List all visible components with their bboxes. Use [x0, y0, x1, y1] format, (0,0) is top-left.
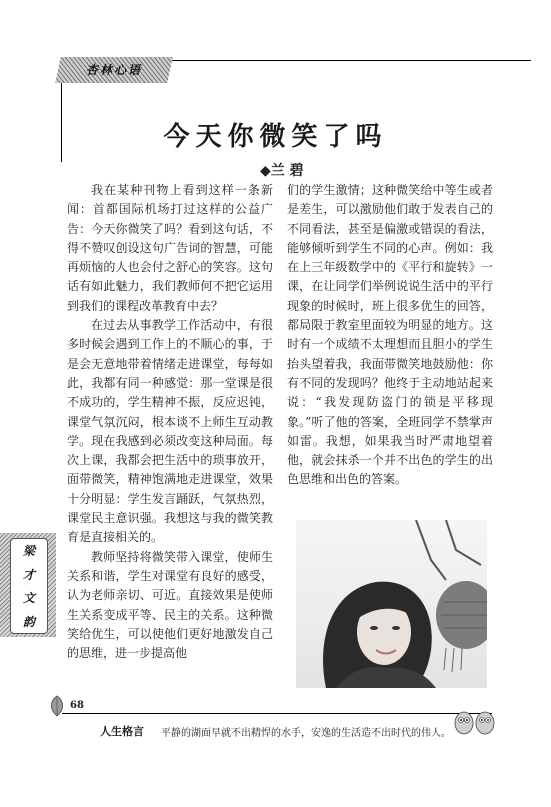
motto-label: 人生格言	[100, 725, 144, 738]
portrait-photo	[296, 520, 487, 688]
footer-rule	[62, 713, 492, 714]
article-title: 今天你微笑了吗	[163, 122, 388, 152]
side-badge-box	[10, 538, 48, 634]
paragraph: 我在某种刊物上看到这样一条新闻：首都国际机场打过这样的公益广告：今天你微笑了吗？看到这句话，不得不赞叹创设这句广告词的智慧，可能再烦恼的人也会付之舒心的笑容。这句话有如此魅力，我们教师何不把它运用到我们的课程改革教育中去？	[67, 183, 273, 313]
side-badge-char: 文	[22, 591, 35, 606]
motto-text: 平静的湖面早就不出精悍的水手，安逸的生活造不出时代的伟人。	[161, 728, 451, 739]
paragraph: 们的学生激情；这种微笑给中等生或者是差生，可以激励他们敢于发表自己的不同看法，甚至是偏激或错误的看法，能够倾听到学生不同的心声。例如：我在上三年级数学中的《平行和旋转》一课，在让同学们举例说说生活中的平行现象的时候时，班上很多优生的回答，都局限于教室里面较为明显的地方。这时有一个成绩不太理想而且胆小的学生抬头望着我，我面带微笑地鼓励他：你有不同的发现吗？他终于主动地站起来说：“我发现防盗门的锁是平移现象。”听了他的答案，全班同学不禁掌声如雷。我想，如果我当时严肃地望着他，就会抹杀一个并不出色的学生的出色思维和出色的答案。	[287, 183, 493, 487]
portrait-illustration	[296, 520, 487, 688]
paragraph: 教师坚持将微笑带入课堂，使师生关系和谐，学生对课堂有良好的感受，认为老师亲切、可近。直接效果是使师生关系变成平等、民主的关系。这种微笑给优生，可以使他们更好地激发自己的思维，进一步提高他	[67, 549, 273, 661]
paragraph: 在过去从事教学工作活动中，有很多时候会遇到工作上的不顺心的事，于是会无意地带着情绪走进课堂，每每如此，我都有同一种感觉：那一堂课是很不成功的，学生精神不振，反应迟钝，课堂气氛沉闷，根本谈不上师生互动教学。现在我感到必须改变这种局面。每次上课，我都会把生活中的琐事放开，面带微笑，精神饱满地走进课堂，效果十分明显：学生发言踊跃，气氛热烈，课堂民主意识强。我想这与我的微笑教育是直接相关的。	[67, 318, 273, 545]
left-column	[67, 181, 273, 663]
side-badge-char: 才	[22, 567, 35, 582]
column-tag-label: 杏林心语	[85, 63, 142, 77]
article-author: ◆兰 碧	[260, 163, 304, 179]
column-tag	[55, 57, 173, 83]
side-badge-char: 韵	[22, 614, 35, 629]
page-number: 68	[70, 700, 84, 711]
side-badge-char: 梁	[22, 544, 35, 559]
right-column	[287, 181, 493, 490]
owl-icon	[453, 708, 497, 736]
side-badge	[0, 533, 56, 637]
